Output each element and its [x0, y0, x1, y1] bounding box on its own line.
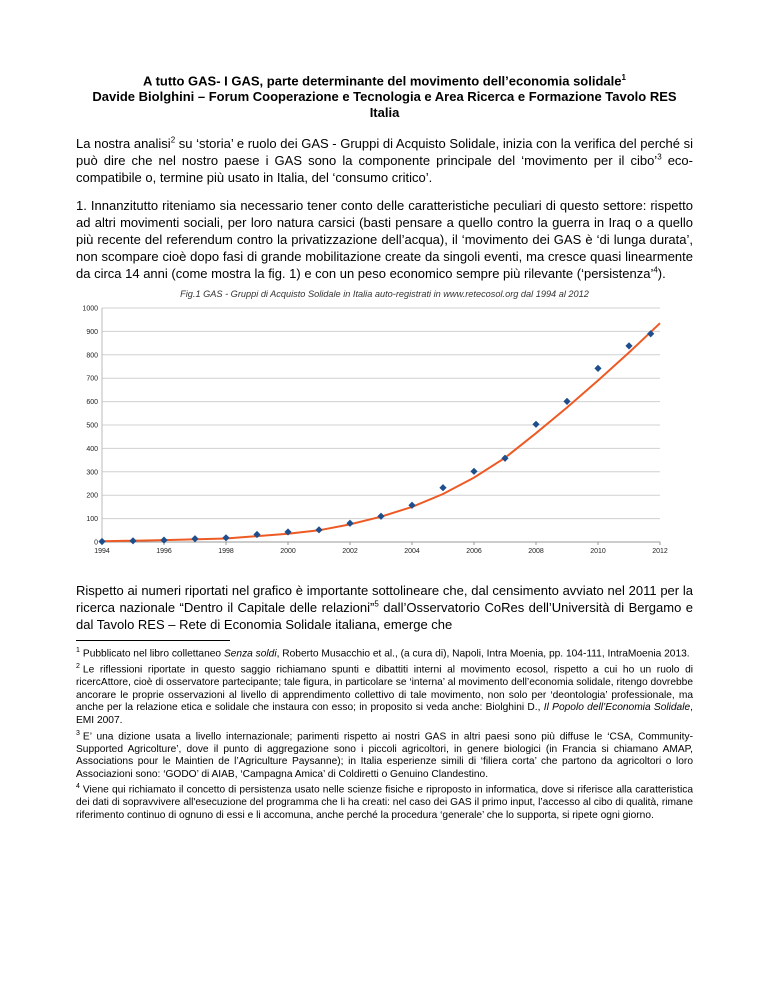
data-point [594, 365, 601, 372]
y-tick-label: 0 [94, 539, 98, 547]
footnote-ref-3[interactable]: 3 [657, 153, 662, 162]
footnote-1: $^1$ Pubblicato nel libro collettaneo Senza soldi, Roberto Musacchio et al., (a cura di), Napoli, Intra Moenia, pp. 104-111, IntraMoenia 2013. [76, 647, 690, 660]
y-tick-label: 700 [86, 376, 98, 384]
footnote-3: $^3$ E’ una dizione usata a livello internazionale; parimenti rispetto ai nostri GAS in altri paesi sono più diffuse le ‘CSA, Community-Supported Agricolture’, dove il punto di aggregazione sono i piccoli agricoltori, in genere biologici (in Francia si chiamano AMAP, Associations pour le Maintien de l’Agriculture Paysanne); in Italia esperienze simili di ‘filiera corta’ che partono da agricoltori o loro Associazioni sono: ‘GODO’ di AIAB, ‘Campagna Amica’ di Coldiretti o Genuino Clandestino. [76, 729, 693, 780]
trend-line [102, 324, 660, 542]
footnote-ref-5[interactable]: 5 [374, 600, 379, 609]
data-point [439, 484, 446, 491]
y-tick-label: 400 [86, 446, 98, 454]
x-tick-label: 2008 [528, 548, 544, 556]
x-tick-label: 1996 [156, 548, 172, 556]
y-tick-label: 200 [86, 493, 98, 501]
footnote-2: $^2$ Le riflessioni riportate in questo saggio richiamano spunti e dibattiti interni al movimento ecosol, rispetto a cui ho un ruolo di ricercAttore, cioè di osservatore partecipante; tale figura, in particolare se ‘interna’ al movimento dell’economia solidale, ritengo dovrebbe ancorare le proprie osservazioni al livello di apprendimento collettivo di tale movimento, non solo per ‘deontologia’ professionale, ma anche per la relazione etica e solidale che instaura con esso; in proposito si veda anche: Biolghini D., Il Popolo dell’Economia Solidale, EMI 2007. [76, 663, 694, 727]
x-tick-label: 2000 [280, 548, 296, 556]
x-tick-label: 1994 [94, 548, 110, 556]
data-point [129, 538, 136, 545]
paragraph-2: Rispetto ai numeri riportati nel grafico è importante sottolineare che, dal censimento avviato nel 2011 per la ricerca nazionale “Dentro il Capitale delle relazioni”$^5$ dall’Osservatorio CoRes dell’Università di Bergamo e dal Tavolo RES – Rete di Economia Solidale italiana, emerge che [76, 583, 693, 633]
y-tick-label: 900 [86, 329, 98, 337]
x-tick-label: 2006 [466, 548, 482, 556]
title-line-2: Davide Biolghini – Forum Cooperazione e Tecnologia e Area Ricerca e Formazione Tavolo RES Italia [92, 89, 677, 121]
footnote-divider [76, 640, 230, 641]
title-line-1: A tutto GAS- I GAS, parte determinante del movimento dell’economia solidale [143, 73, 622, 89]
figure-caption: Fig.1 GAS - Gruppi di Acquisto Solidale in Italia auto-registrati in www.retecosol.org dal 1994 al 2012 [180, 289, 589, 300]
footnote-ref-2[interactable]: 2 [170, 136, 176, 145]
footnote-ref-1[interactable]: 1 [621, 73, 626, 82]
y-tick-label: 500 [86, 422, 98, 430]
data-point [625, 343, 632, 350]
data-point [532, 421, 539, 428]
x-tick-label: 2012 [652, 548, 668, 556]
y-tick-label: 1000 [82, 305, 98, 313]
footnotes [76, 645, 693, 822]
data-point [222, 535, 229, 542]
x-tick-label: 2010 [590, 548, 606, 556]
intro-paragraph: La nostra analisi$^2$ su ‘storia’ e ruolo dei GAS - Gruppi di Acquisto Solidale, inizia con la verifica del perché si può dire che nel nostro paese i GAS sono la componente principale del ‘movimento per il cibo’$^3$ eco-compatibile o, termine più usato in Italia, del ‘consumo critico’. [76, 136, 694, 186]
x-tick-label: 2002 [342, 548, 358, 556]
paragraph-1: 1. Innanzitutto riteniamo sia necessario tener conto delle caratteristiche peculiari di questo settore: rispetto ad altri movimenti sociali, per loro natura carsici (basti pensare a quello contro la guerra in Iraq o a quello più recente del referendum contro la privatizzazione dell’acqua), il ‘movimento dei GAS è ‘di lunga durata’, non scompare cioè dopo fasi di grande mobilitazione create da singoli eventi, ma cresce quasi linearmente da circa 14 anni (come mostra la fig. 1) e con un peso economico sempre più rilevante (‘persistenza’$^4$). [76, 198, 693, 282]
y-tick-label: 600 [86, 399, 98, 407]
data-point [191, 535, 198, 542]
document-page [76, 70, 693, 823]
data-point [563, 398, 570, 405]
y-tick-label: 300 [86, 469, 98, 477]
x-tick-label: 1998 [218, 548, 234, 556]
growth-chart [76, 302, 693, 564]
x-tick-label: 2004 [404, 548, 420, 556]
data-point [160, 537, 167, 544]
document-title [76, 70, 693, 121]
data-point [470, 468, 477, 475]
footnote-ref-4[interactable]: 4 [653, 266, 658, 275]
data-point [98, 538, 105, 545]
y-tick-label: 800 [86, 352, 98, 360]
footnote-4: $^4$ Viene qui richiamato il concetto di persistenza usato nelle scienze fisiche e riproposto in informatica, dove si riferisce alla caratteristica dei dati di sopravvivere all'esecuzione del programma che li ha creati: nel caso dei GAS il primo input, l’accesso al cibo di qualità, rimane riferimento continuo di ognuno di essi e li accomuna, anche perché la procedura ‘generale’ che lo supporta, si ripete ogni giorno. [76, 783, 693, 822]
data-point [315, 527, 322, 534]
y-tick-label: 100 [86, 516, 98, 524]
